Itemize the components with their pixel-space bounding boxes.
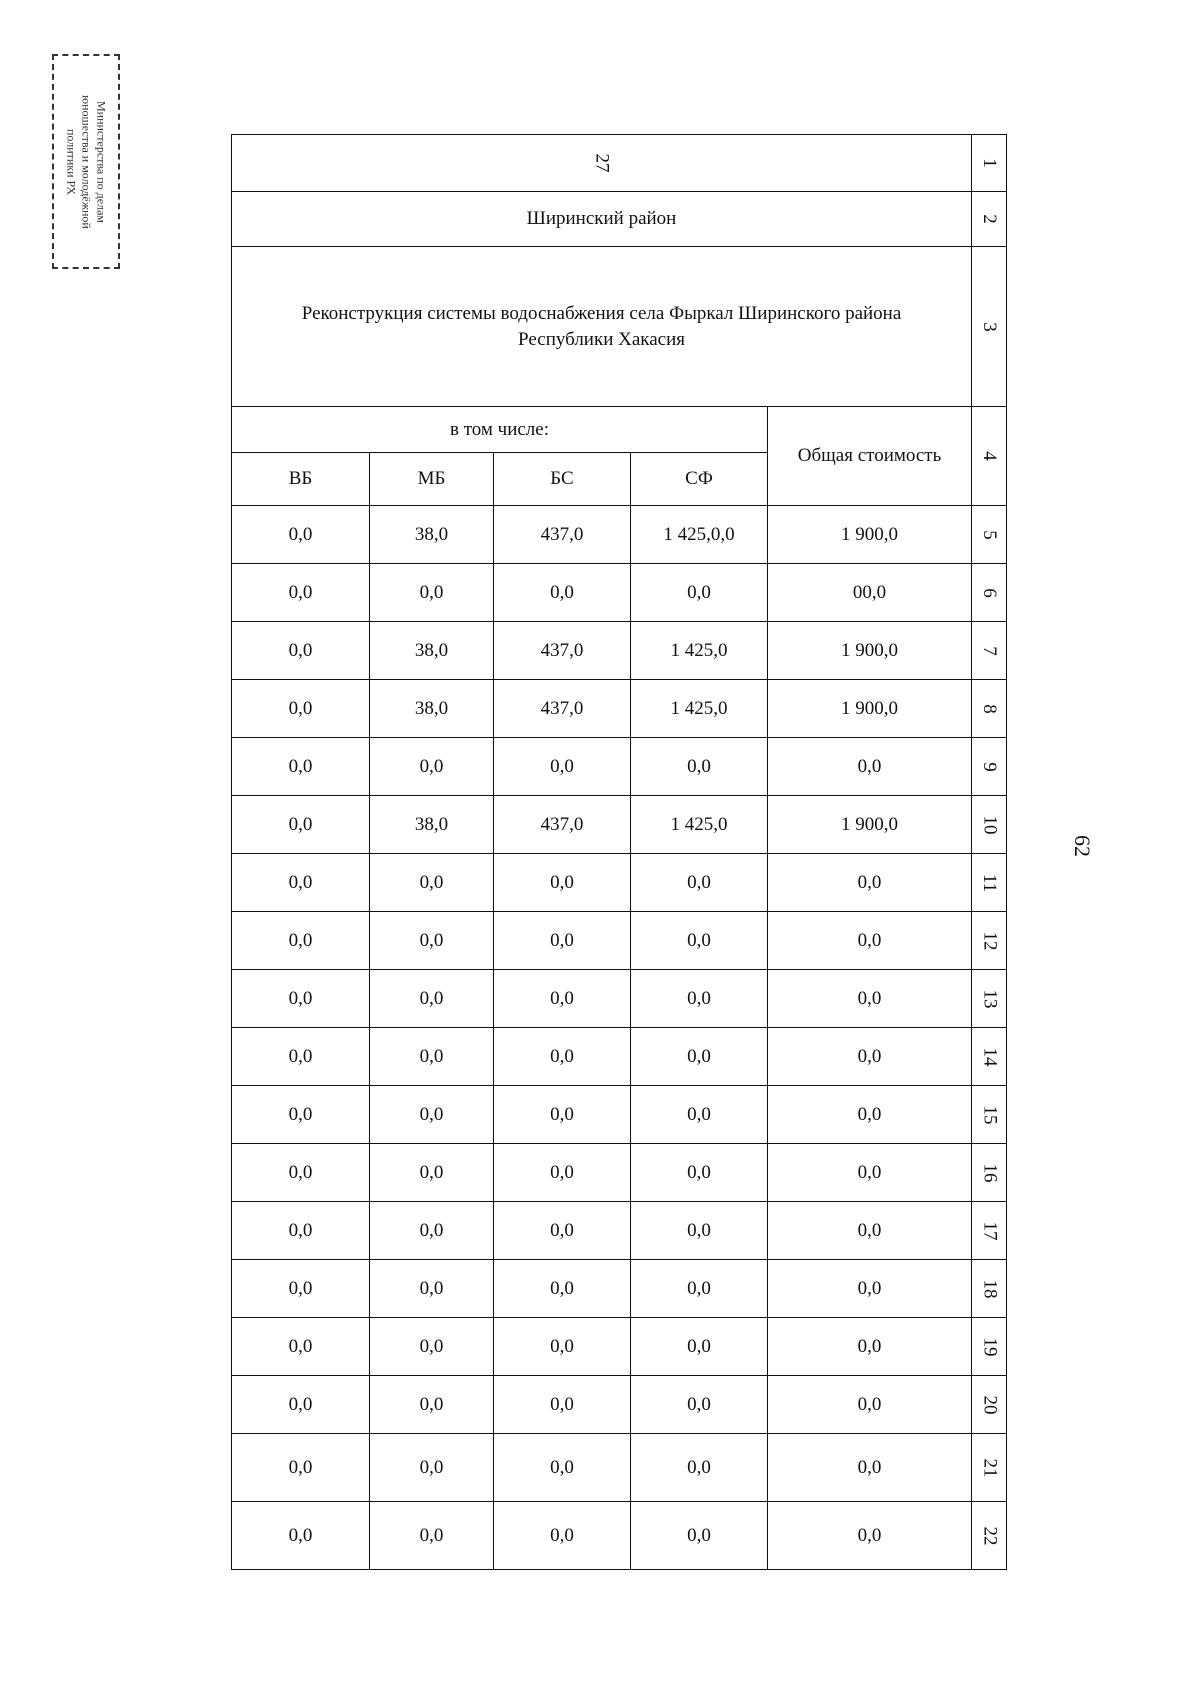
stamp-line: юношества и молодёжной xyxy=(79,94,94,229)
table-row xyxy=(232,564,1007,622)
row-number-cell xyxy=(972,1202,1007,1260)
cell-mb: 0,0 xyxy=(370,1318,494,1376)
including-label: в том числе: xyxy=(232,407,768,453)
cell-total: 0,0 xyxy=(768,854,972,912)
cell-total: 0,0 xyxy=(768,912,972,970)
cell-mb: 38,0 xyxy=(370,506,494,564)
row-number: 10 xyxy=(979,815,1001,834)
stamp-line: Министерства по делам xyxy=(94,100,109,223)
cell-mb: 0,0 xyxy=(370,912,494,970)
cell-total: 0,0 xyxy=(768,738,972,796)
cell-mb: 0,0 xyxy=(370,564,494,622)
cell-bs: 437,0 xyxy=(494,622,631,680)
table-row xyxy=(232,912,1007,970)
table-row xyxy=(232,796,1007,854)
cell-bs: 0,0 xyxy=(494,1202,631,1260)
table-row xyxy=(232,854,1007,912)
cell-sf: 0,0 xyxy=(631,970,768,1028)
row-number-cell xyxy=(972,738,1007,796)
row-number-cell xyxy=(972,1318,1007,1376)
table-row xyxy=(232,1086,1007,1144)
table-row xyxy=(232,622,1007,680)
table-row xyxy=(232,1376,1007,1434)
cell-vb: 0,0 xyxy=(232,1376,370,1434)
table-row xyxy=(232,506,1007,564)
cell-vb: 0,0 xyxy=(232,506,370,564)
registration-stamp xyxy=(52,54,120,269)
table-row xyxy=(232,680,1007,738)
row-number: 20 xyxy=(979,1395,1001,1414)
cell-vb: 0,0 xyxy=(232,912,370,970)
cell-vb: 0,0 xyxy=(232,1028,370,1086)
cell-mb: 0,0 xyxy=(370,1260,494,1318)
cell-vb: 0,0 xyxy=(232,1202,370,1260)
cell-bs: 0,0 xyxy=(494,1086,631,1144)
row-number: 1 xyxy=(979,158,1001,168)
cell-total: 0,0 xyxy=(768,1202,972,1260)
row-number-cell xyxy=(972,622,1007,680)
page-number: 62 xyxy=(1070,835,1095,857)
cell-total: 0,0 xyxy=(768,1144,972,1202)
row-number: 14 xyxy=(979,1047,1001,1066)
row-number: 5 xyxy=(979,529,1001,540)
cell-bs: 0,0 xyxy=(494,854,631,912)
cell-bs: 0,0 xyxy=(494,1028,631,1086)
cell-bs: 437,0 xyxy=(494,796,631,854)
cell-mb: 0,0 xyxy=(370,738,494,796)
cell-sf: 0,0 xyxy=(631,1376,768,1434)
cell-vb: 0,0 xyxy=(232,1260,370,1318)
row-number-cell xyxy=(972,247,1007,407)
row-including-header xyxy=(232,407,1007,453)
cell-total: 0,0 xyxy=(768,1028,972,1086)
row-district xyxy=(232,192,1007,247)
object-number: 27 xyxy=(591,153,613,173)
cell-sf: 1 425,0 xyxy=(631,796,768,854)
cell-total: 0,0 xyxy=(768,1434,972,1502)
row-number-cell xyxy=(972,1502,1007,1570)
cell-total: 1 900,0 xyxy=(768,796,972,854)
cell-mb: 38,0 xyxy=(370,622,494,680)
cell-vb: 0,0 xyxy=(232,1318,370,1376)
column-header-sf: СФ xyxy=(631,453,768,506)
cell-bs: 0,0 xyxy=(494,970,631,1028)
row-number: 19 xyxy=(979,1337,1001,1356)
cell-mb: 38,0 xyxy=(370,796,494,854)
row-number-cell xyxy=(972,796,1007,854)
cell-sf: 0,0 xyxy=(631,738,768,796)
row-number: 7 xyxy=(979,645,1001,656)
row-number-cell xyxy=(972,1144,1007,1202)
row-number: 15 xyxy=(979,1105,1001,1124)
cell-sf: 0,0 xyxy=(631,1028,768,1086)
cell-vb: 0,0 xyxy=(232,738,370,796)
cell-total: 0,0 xyxy=(768,1260,972,1318)
row-number-cell xyxy=(972,1028,1007,1086)
cell-sf: 0,0 xyxy=(631,1086,768,1144)
row-number: 12 xyxy=(979,931,1001,950)
row-number: 9 xyxy=(979,761,1001,772)
row-number-cell xyxy=(972,407,1007,506)
cell-sf: 1 425,0 xyxy=(631,680,768,738)
cell-sf: 0,0 xyxy=(631,1318,768,1376)
row-number-cell xyxy=(972,854,1007,912)
row-number: 3 xyxy=(979,321,1001,332)
row-number: 11 xyxy=(979,873,1001,892)
table-row xyxy=(232,1434,1007,1502)
row-project xyxy=(232,247,1007,407)
cell-bs: 0,0 xyxy=(494,1318,631,1376)
row-number-cell xyxy=(972,135,1007,192)
table-row xyxy=(232,738,1007,796)
cell-bs: 0,0 xyxy=(494,1376,631,1434)
cell-vb: 0,0 xyxy=(232,1502,370,1570)
table-row xyxy=(232,1028,1007,1086)
table-row xyxy=(232,1260,1007,1318)
cell-vb: 0,0 xyxy=(232,622,370,680)
cell-vb: 0,0 xyxy=(232,564,370,622)
row-number: 4 xyxy=(979,451,1001,461)
row-number-cell xyxy=(972,912,1007,970)
cell-bs: 0,0 xyxy=(494,1260,631,1318)
row-number: 6 xyxy=(979,587,1001,598)
cell-bs: 0,0 xyxy=(494,564,631,622)
stamp-line: политики РХ xyxy=(64,128,79,195)
cell-total: 0,0 xyxy=(768,970,972,1028)
cell-mb: 38,0 xyxy=(370,680,494,738)
row-number-cell xyxy=(972,564,1007,622)
table-row xyxy=(232,1202,1007,1260)
cell-sf: 0,0 xyxy=(631,854,768,912)
cell-sf: 0,0 xyxy=(631,1202,768,1260)
cell-bs: 437,0 xyxy=(494,680,631,738)
cell-mb: 0,0 xyxy=(370,1086,494,1144)
cell-bs: 0,0 xyxy=(494,1502,631,1570)
row-number-cell xyxy=(972,1376,1007,1434)
cell-total: 1 900,0 xyxy=(768,622,972,680)
cell-total: 0,0 xyxy=(768,1376,972,1434)
district-cell: Ширинский район xyxy=(232,192,972,247)
cell-mb: 0,0 xyxy=(370,970,494,1028)
cell-bs: 0,0 xyxy=(494,1434,631,1502)
column-header-bs: БС xyxy=(494,453,631,506)
cell-vb: 0,0 xyxy=(232,970,370,1028)
cost-table xyxy=(231,134,1007,1570)
row-number: 17 xyxy=(979,1221,1001,1240)
cell-mb: 0,0 xyxy=(370,1434,494,1502)
row-number: 8 xyxy=(979,703,1001,714)
row-number: 16 xyxy=(979,1163,1001,1182)
cell-total: 0,0 xyxy=(768,1318,972,1376)
row-number-cell xyxy=(972,1260,1007,1318)
cell-sf: 1 425,0 xyxy=(631,622,768,680)
cell-mb: 0,0 xyxy=(370,1202,494,1260)
cell-total: 0,0 xyxy=(768,1086,972,1144)
row-number-cell xyxy=(972,680,1007,738)
object-number-cell xyxy=(232,135,972,192)
cell-sf: 0,0 xyxy=(631,564,768,622)
cell-mb: 0,0 xyxy=(370,1028,494,1086)
cell-sf: 0,0 xyxy=(631,1144,768,1202)
row-number: 13 xyxy=(979,989,1001,1008)
row-number-cell xyxy=(972,506,1007,564)
table-row xyxy=(232,1318,1007,1376)
cell-vb: 0,0 xyxy=(232,1434,370,1502)
row-number-cell xyxy=(972,970,1007,1028)
cell-bs: 437,0 xyxy=(494,506,631,564)
column-header-vb: ВБ xyxy=(232,453,370,506)
table-row xyxy=(232,970,1007,1028)
cell-total: 1 900,0 xyxy=(768,680,972,738)
cell-vb: 0,0 xyxy=(232,1086,370,1144)
row-number: 18 xyxy=(979,1279,1001,1298)
cell-total: 00,0 xyxy=(768,564,972,622)
row-number: 22 xyxy=(979,1526,1001,1545)
table-row xyxy=(232,1502,1007,1570)
cell-sf: 0,0 xyxy=(631,1502,768,1570)
cell-sf: 1 425,0,0 xyxy=(631,506,768,564)
row-number: 21 xyxy=(979,1458,1001,1477)
cell-bs: 0,0 xyxy=(494,912,631,970)
column-header-mb: МБ xyxy=(370,453,494,506)
cell-vb: 0,0 xyxy=(232,854,370,912)
row-number-cell xyxy=(972,1086,1007,1144)
cell-bs: 0,0 xyxy=(494,1144,631,1202)
cell-total: 1 900,0 xyxy=(768,506,972,564)
cell-sf: 0,0 xyxy=(631,1260,768,1318)
cell-mb: 0,0 xyxy=(370,1144,494,1202)
cell-sf: 0,0 xyxy=(631,912,768,970)
cell-vb: 0,0 xyxy=(232,796,370,854)
row-number: 2 xyxy=(979,214,1001,224)
row-object-number xyxy=(232,135,1007,192)
stamp-text xyxy=(64,59,109,264)
cell-mb: 0,0 xyxy=(370,1376,494,1434)
cell-vb: 0,0 xyxy=(232,1144,370,1202)
cell-sf: 0,0 xyxy=(631,1434,768,1502)
table-row xyxy=(232,1144,1007,1202)
cell-mb: 0,0 xyxy=(370,854,494,912)
row-number-cell xyxy=(972,1434,1007,1502)
cell-bs: 0,0 xyxy=(494,738,631,796)
cell-vb: 0,0 xyxy=(232,680,370,738)
project-name-cell: Реконструкция системы водоснабжения села Фыркал Ширинского района Республики Хакасия xyxy=(232,247,972,407)
cell-mb: 0,0 xyxy=(370,1502,494,1570)
total-cost-header: Общая стоимость xyxy=(768,407,972,506)
cell-total: 0,0 xyxy=(768,1502,972,1570)
row-number-cell xyxy=(972,192,1007,247)
